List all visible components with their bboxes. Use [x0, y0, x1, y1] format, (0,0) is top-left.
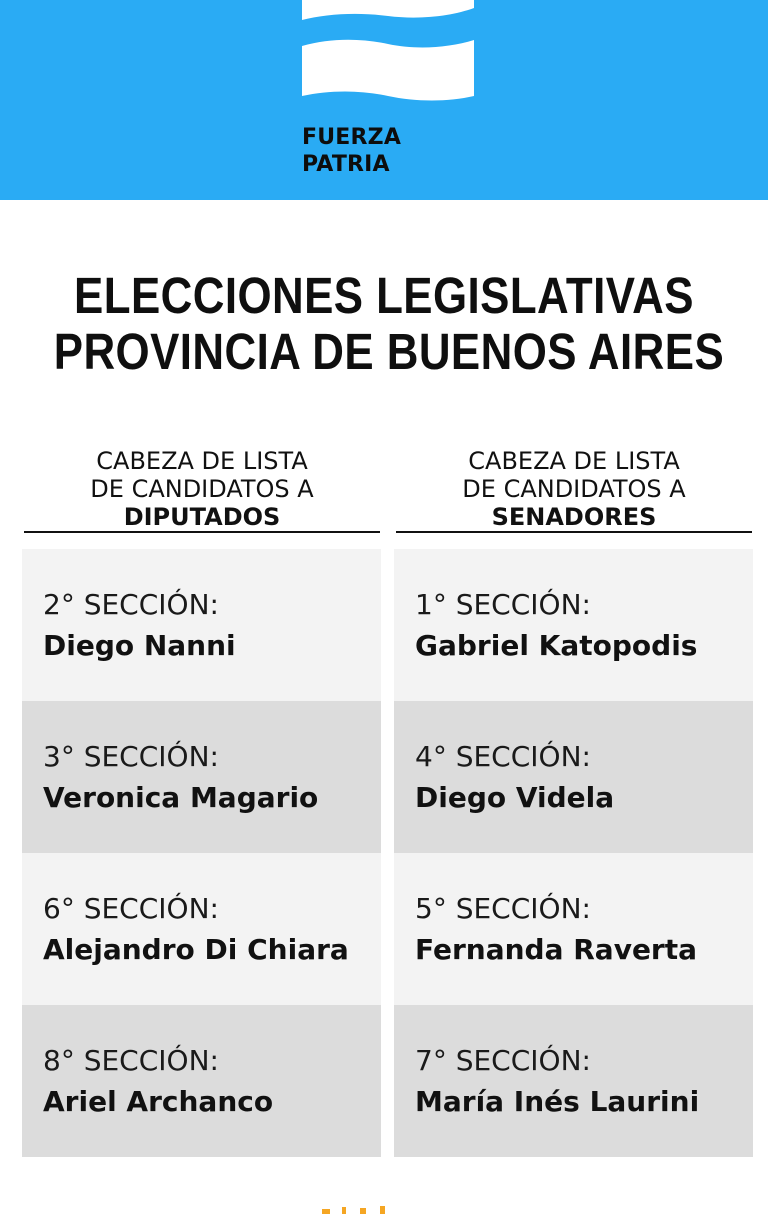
divider-right — [396, 531, 752, 533]
diputados-list — [22, 549, 381, 1157]
column-header-diputados — [24, 447, 380, 531]
section-label: 6° SECCIÓN: — [43, 892, 219, 925]
header-banner — [0, 0, 768, 200]
section-label: 1° SECCIÓN: — [415, 588, 591, 621]
divider-left — [24, 531, 380, 533]
section-label: 8° SECCIÓN: — [43, 1044, 219, 1077]
brand-line-2: PATRIA — [302, 152, 390, 177]
column-header-line-3: DIPUTADOS — [123, 503, 281, 531]
candidate-name: Veronica Magario — [43, 781, 319, 814]
title-line-2: PROVINCIA DE BUENOS AIRES — [53, 323, 725, 380]
list-item — [22, 853, 381, 1005]
column-header-senadores — [396, 447, 752, 531]
column-header-line-1: CABEZA DE LISTA — [468, 447, 680, 475]
candidate-name: Gabriel Katopodis — [415, 629, 698, 662]
column-header-line-1: CABEZA DE LISTA — [96, 447, 308, 475]
candidate-name: Fernanda Raverta — [415, 933, 698, 966]
section-label: 7° SECCIÓN: — [415, 1044, 591, 1077]
section-label: 3° SECCIÓN: — [43, 740, 219, 773]
list-item — [22, 701, 381, 853]
list-item — [394, 549, 753, 701]
section-label: 2° SECCIÓN: — [43, 588, 219, 621]
list-item — [394, 1005, 753, 1157]
brand-line-1: FUERZA — [302, 125, 402, 150]
footer-logo-fragment-icon — [320, 1206, 400, 1214]
list-item — [394, 853, 753, 1005]
candidate-name: Diego Videla — [415, 781, 615, 814]
section-label: 4° SECCIÓN: — [415, 740, 591, 773]
list-item — [22, 1005, 381, 1157]
candidate-name: Ariel Archanco — [43, 1085, 274, 1118]
page-title — [53, 267, 725, 380]
column-header-line-2: DE CANDIDATOS A — [462, 475, 686, 503]
candidate-name: María Inés Laurini — [415, 1085, 700, 1118]
brand-logo-text — [302, 124, 401, 178]
flag-logo-icon — [302, 0, 474, 102]
column-header-line-3: SENADORES — [491, 503, 657, 531]
candidate-name: Alejandro Di Chiara — [43, 933, 349, 966]
list-item — [394, 701, 753, 853]
column-header-line-2: DE CANDIDATOS A — [90, 475, 314, 503]
senadores-list — [394, 549, 753, 1157]
section-label: 5° SECCIÓN: — [415, 892, 591, 925]
list-item — [22, 549, 381, 701]
candidate-name: Diego Nanni — [43, 629, 236, 662]
title-line-1: ELECCIONES LEGISLATIVAS — [74, 267, 694, 324]
